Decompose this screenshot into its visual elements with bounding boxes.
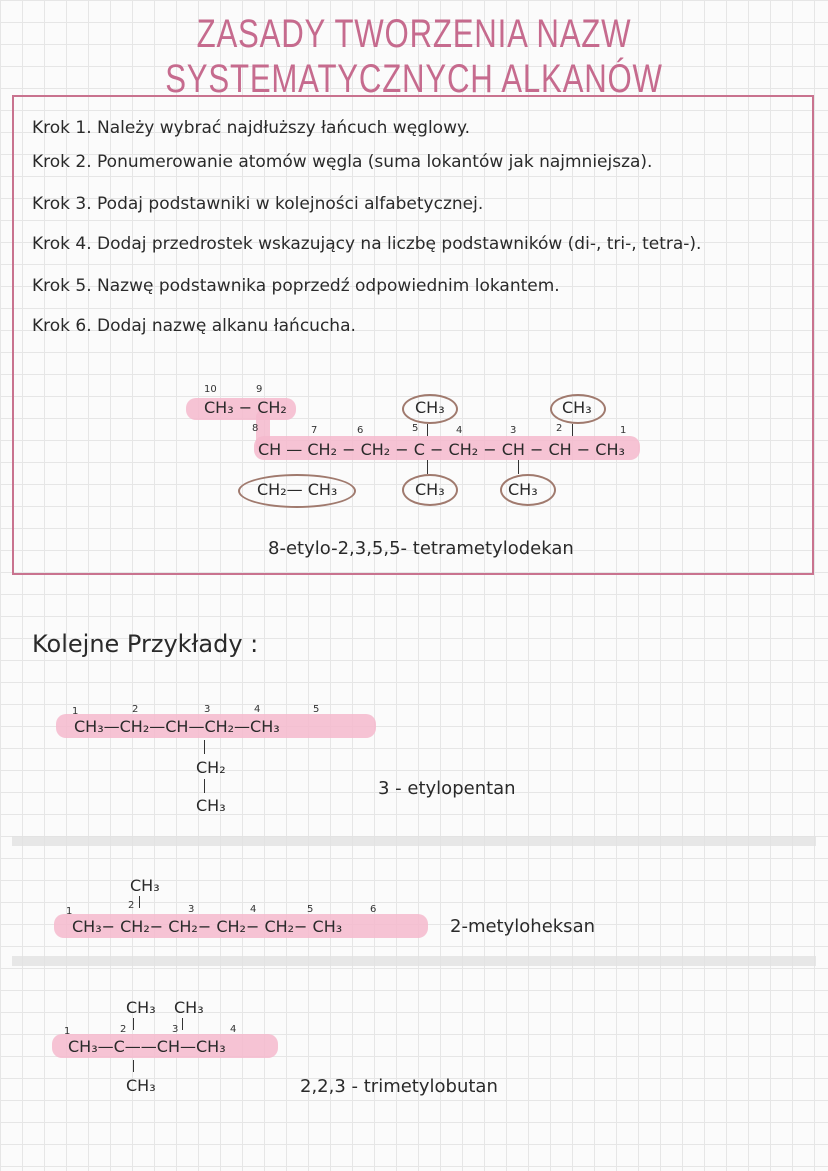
ex3-bottom-ch3: CH₃ [126,1076,156,1095]
locant-6: 6 [357,425,364,436]
locant-1: 1 [620,425,627,436]
ex1-locant-1: 1 [72,706,79,717]
ch3-c3: CH₃ [508,480,538,499]
ex2-locant-4: 4 [250,904,257,915]
locant-9: 9 [256,384,263,395]
ch3-c5-top: CH₃ [415,398,445,417]
ex1-branch-1: CH₂ [196,758,226,777]
ex2-locant-6: 6 [370,904,377,915]
ex1-locant-5: 5 [313,704,320,715]
bond-c5-down [427,460,428,474]
ex1-locant-2: 2 [132,704,139,715]
locant-3: 3 [510,425,517,436]
step-2: Krok 2. Ponumerowanie atomów węgla (suma lokantów jak najmniejsza). [32,152,653,172]
ex2-locant-3: 3 [188,904,195,915]
ex3-bond-down [133,1060,134,1072]
ex1-bond-1 [204,740,205,754]
ex2-locant-5: 5 [307,904,314,915]
step-5: Krok 5. Nazwę podstawnika poprzedź odpowiednim lokantem. [32,276,560,296]
ex1-bond-2 [204,779,205,793]
bond-c5-up [427,424,428,436]
ex1-chain: CH₃—CH₂—CH—CH₂—CH₃ [74,717,280,736]
ex3-bond-up-1 [133,1018,134,1030]
locant-10: 10 [204,384,217,395]
ch3-c5-bottom: CH₃ [415,480,445,499]
locant-2: 2 [556,423,563,434]
step-6: Krok 6. Dodaj nazwę alkanu łańcucha. [32,316,356,336]
separator-2 [12,956,816,966]
locant-5: 5 [412,423,419,434]
main-chain: CH — CH₂ − CH₂ − C − CH₂ − CH − CH − CH₃ [258,440,625,459]
ex1-locant-4: 4 [254,704,261,715]
ex3-locant-1: 1 [64,1026,71,1037]
ex2-locant-1: 1 [66,906,73,917]
bond-c2-up [572,424,573,436]
ex2-name: 2-metyloheksan [450,916,596,937]
top-left-group: CH₃ − CH₂ [204,398,287,417]
ex1-branch-2: CH₃ [196,796,226,815]
ex1-locant-3: 3 [204,704,211,715]
bond-c3-down [518,460,519,474]
ethyl-substituent: CH₂— CH₃ [257,480,338,499]
page-title: ZASADY TWORZENIA NAZW SYSTEMATYCZNYCH ALKANÓW [165,12,663,101]
locant-8: 8 [252,423,259,434]
locant-4: 4 [456,425,463,436]
step-4: Krok 4. Dodaj przedrostek wskazujący na liczbę podstawników (di-, tri-, tetra-). [32,234,702,254]
ex2-top-ch3: CH₃ [130,876,160,895]
ex2-chain: CH₃− CH₂− CH₂− CH₂− CH₂− CH₃ [72,917,343,936]
ex3-top-ch3-1: CH₃ [126,998,156,1017]
ex3-chain: CH₃—C——CH—CH₃ [68,1037,226,1056]
step-1: Krok 1. Należy wybrać najdłuższy łańcuch węglowy. [32,118,471,138]
ex3-locant-4: 4 [230,1024,237,1035]
ex2-bond-up [139,896,140,908]
ex3-locant-2: 2 [120,1024,127,1035]
ex1-name: 3 - etylopentan [378,778,516,799]
separator-1 [12,836,816,846]
examples-heading: Kolejne Przykłady : [32,630,259,658]
ex3-locant-3: 3 [172,1024,179,1035]
main-example-name: 8-etylo-2,3,5,5- tetrametylodekan [268,538,574,559]
locant-7: 7 [311,425,318,436]
step-3: Krok 3. Podaj podstawniki w kolejności alfabetycznej. [32,194,484,214]
ex3-name: 2,2,3 - trimetylobutan [300,1076,498,1097]
ex3-bond-up-2 [182,1018,183,1030]
ex2-locant-2: 2 [128,900,135,911]
ch3-c2: CH₃ [562,398,592,417]
ex3-top-ch3-2: CH₃ [174,998,204,1017]
